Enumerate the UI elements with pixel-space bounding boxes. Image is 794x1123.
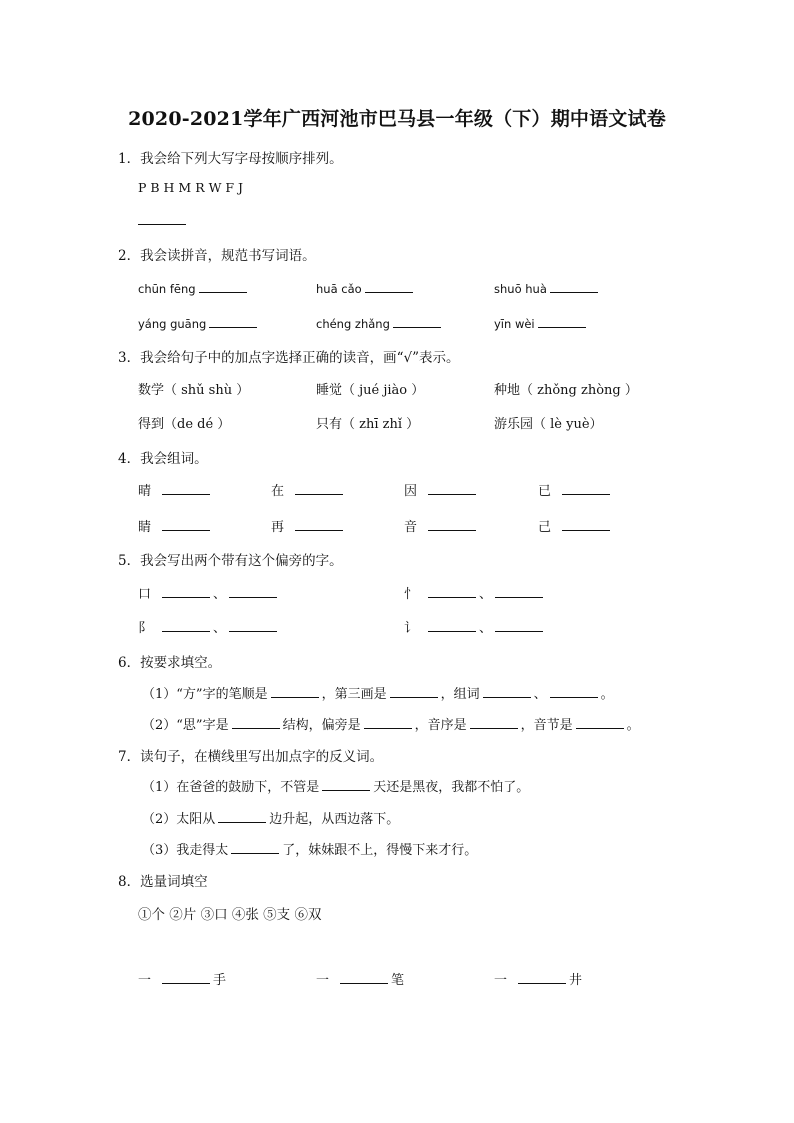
- q2-item-1[interactable]: chūn fēng: [138, 278, 250, 297]
- q5-item-1[interactable]: 口 、: [138, 583, 280, 602]
- q4-item-1[interactable]: 晴: [138, 480, 213, 499]
- q4-item-2[interactable]: 在: [271, 480, 346, 499]
- page-title: 2020-2021学年广西河池市巴马县一年级（下）期中语文试卷: [128, 108, 666, 130]
- question-5-stem: 5．我会写出两个带有这个偏旁的字。: [118, 553, 343, 569]
- q5-item-3[interactable]: 阝 、: [138, 617, 280, 636]
- q3-item-1[interactable]: 数学（ shǔ shù ）: [138, 383, 250, 398]
- q6-sentence-1[interactable]: （1）“方”字的笔顺是 ，第三画是 ，组词 、 。: [142, 683, 614, 702]
- q4-item-3[interactable]: 因: [404, 480, 479, 499]
- q8-item-2[interactable]: 一 笔: [316, 969, 404, 988]
- question-2-stem: 2．我会读拼音，规范书写词语。: [118, 248, 316, 264]
- q6-sentence-2[interactable]: （2）“思”字是 结构，偏旁是 ，音序是 ，音节是 。: [142, 714, 640, 733]
- q4-item-5[interactable]: 睛: [138, 516, 213, 535]
- q8-options: ①个 ②片 ③口 ④张 ⑤支 ⑥双: [138, 907, 322, 923]
- q7-sentence-3[interactable]: （3）我走得太 了，妹妹跟不上，得慢下来才行。: [142, 839, 477, 858]
- q3-item-3[interactable]: 种地（ zhǒng zhòng ）: [494, 383, 638, 398]
- q3-item-4[interactable]: 得到（de dé ）: [138, 417, 231, 432]
- q3-item-6[interactable]: 游乐园（ lè yuè）: [494, 417, 603, 432]
- q2-item-6[interactable]: yīn wèi: [494, 313, 589, 332]
- q5-item-4[interactable]: 讠 、: [404, 617, 546, 636]
- q2-item-3[interactable]: shuō huà: [494, 278, 601, 297]
- question-1-letters: P B H M R W F J: [138, 180, 244, 195]
- q4-item-7[interactable]: 音: [404, 516, 479, 535]
- question-3-stem: 3．我会给句子中的加点字选择正确的读音，画“√”表示。: [118, 350, 460, 366]
- q3-item-2[interactable]: 睡觉（ jué jiào ）: [316, 383, 425, 398]
- q2-item-2[interactable]: huā cǎo: [316, 278, 416, 297]
- q8-item-1[interactable]: 一 手: [138, 969, 226, 988]
- q4-item-4[interactable]: 已: [538, 480, 613, 499]
- q7-sentence-1[interactable]: （1）在爸爸的鼓励下，不管是 天还是黑夜，我都不怕了。: [142, 776, 529, 795]
- question-4-stem: 4．我会组词。: [118, 451, 208, 467]
- question-1-stem: 1．我会给下列大写字母按顺序排列。: [118, 151, 343, 167]
- q8-item-3[interactable]: 一 井: [494, 969, 582, 988]
- q7-sentence-2[interactable]: （2）太阳从 边升起，从西边落下。: [142, 808, 399, 827]
- question-6-stem: 6．按要求填空。: [118, 655, 222, 671]
- question-8-stem: 8．选量词填空: [118, 874, 208, 890]
- q4-item-8[interactable]: 己: [538, 516, 613, 535]
- question-7-stem: 7．读句子，在横线里写出加点字的反义词。: [118, 749, 384, 765]
- q2-item-5[interactable]: chéng zhǎng: [316, 313, 444, 332]
- q2-item-4[interactable]: yáng guāng: [138, 313, 260, 332]
- q5-item-2[interactable]: 忄 、: [404, 583, 546, 602]
- question-1-answer[interactable]: [138, 210, 186, 229]
- q4-item-6[interactable]: 再: [271, 516, 346, 535]
- q3-item-5[interactable]: 只有（ zhī zhǐ ）: [316, 417, 420, 432]
